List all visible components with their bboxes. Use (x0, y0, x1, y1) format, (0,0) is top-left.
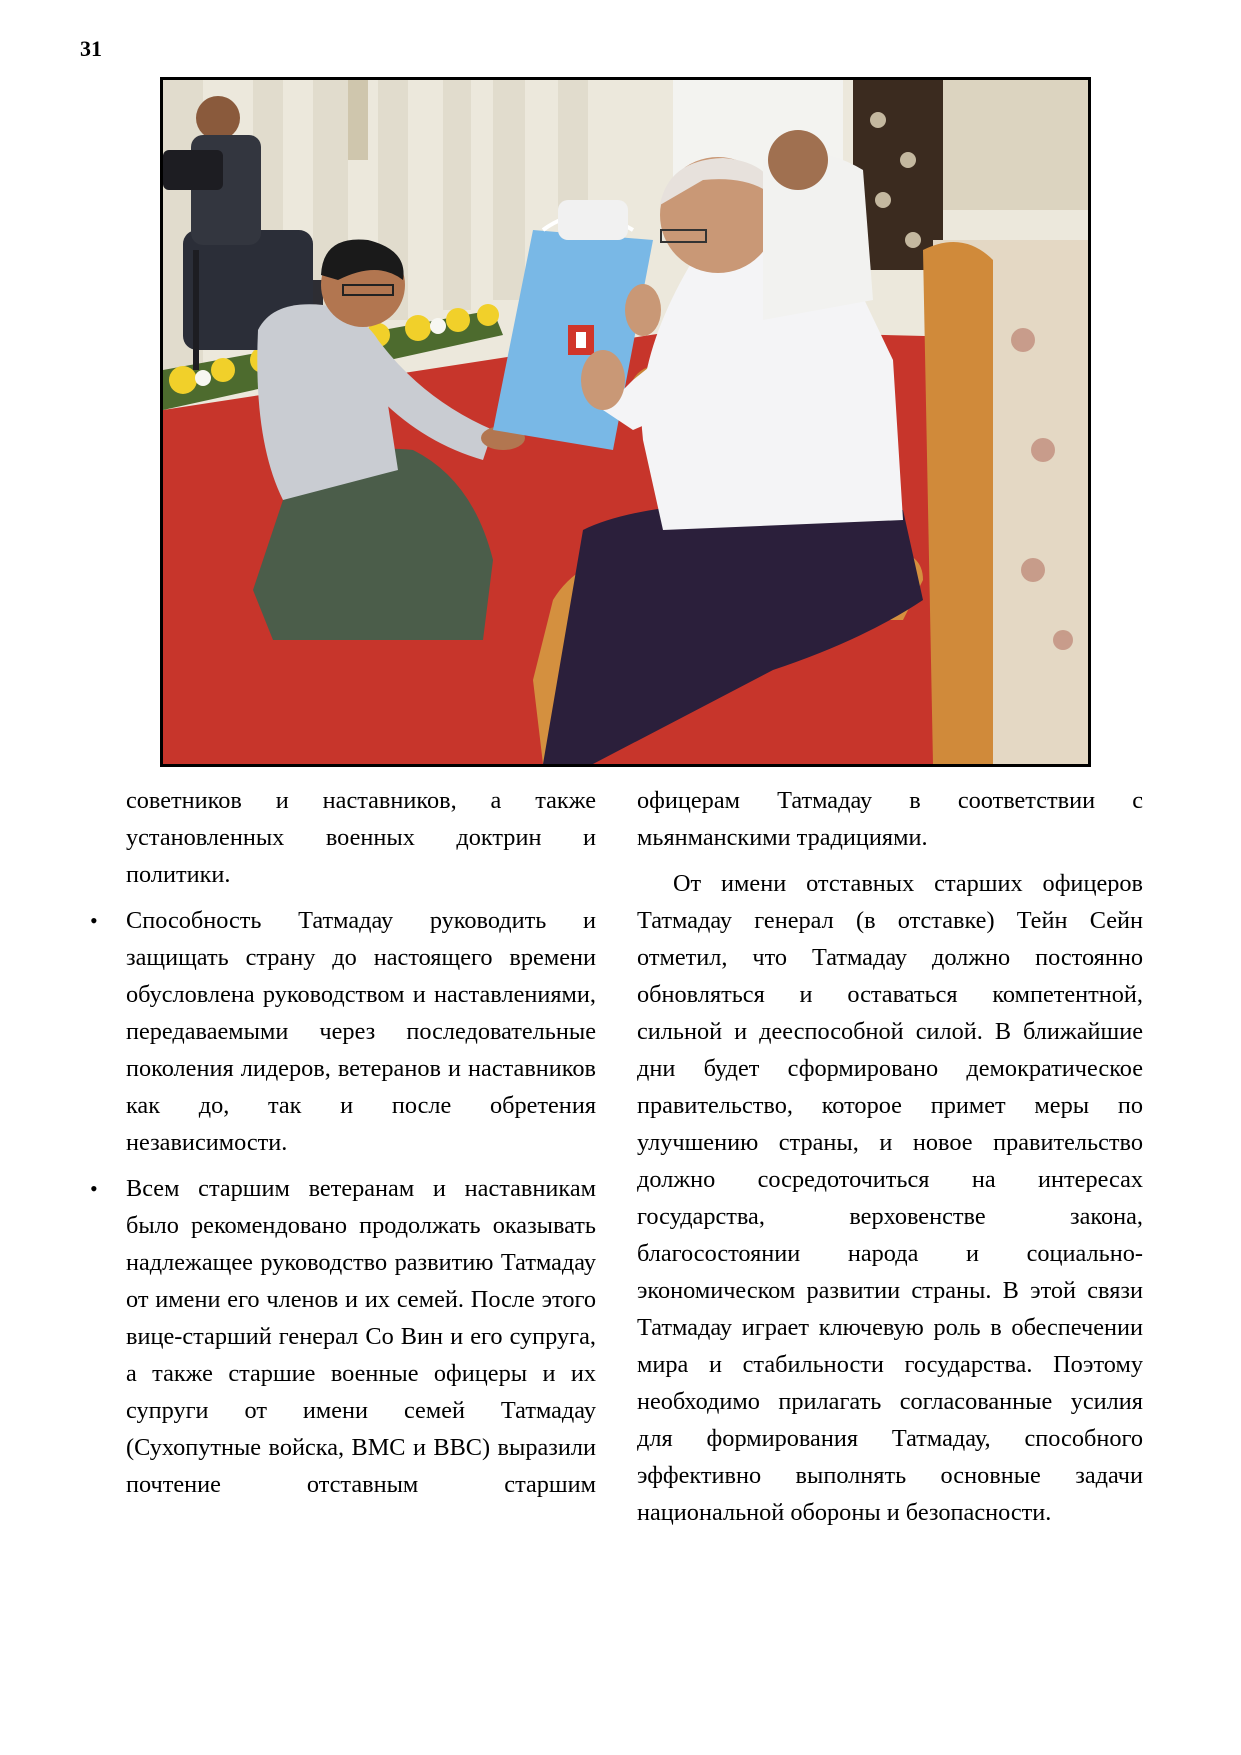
photo-illustration (163, 80, 1088, 764)
bullet-dot-icon: • (90, 1176, 98, 1201)
left-continuation: советников и наставников, а также установленных военных доктрин и политики. (126, 787, 596, 888)
left-column (90, 782, 596, 1503)
bullet-text: Способность Татмадау руководить и защищать страну до настоящего времени обусловлена руководством и наставлениями, передаваемыми через последовательные поколения лидеров, ветеранов и наставников как до, так и после обретения независимости. (126, 907, 596, 1156)
right-paragraph: От имени отставных старших офицеров Татмадау генерал (в отставке) Тейн Сейн отметил, что Татмадау должно постоянно обновляться и оставаться компетентной, сильной и дееспособной силой. В ближайшие дни будет сформировано демократическое правительство, которое примет меры по улучшению страны, и новое правительство должно сосредоточиться на интересах государства, верховенстве закона, благосостоянии народа и социально-экономическом развитии страны. В этой связи Татмадау играет ключевую роль в обеспечении мира и стабильности государства. Поэтому необходимо прилагать согласованные усилия для формирования Татмадау, способного эффективно выполнять основные задачи национальной обороны и безопасности. (637, 870, 1143, 1526)
bullet-item (90, 902, 596, 1161)
bullet-dot-icon: • (90, 908, 98, 933)
page-number: 31 (80, 36, 102, 61)
right-column (637, 782, 1143, 1531)
right-continuation: офицерам Татмадау в соответствии с мьянманскими традициями. (637, 787, 1143, 851)
ceremony-photo (160, 77, 1091, 767)
bullet-text: Всем старшим ветеранам и наставникам было рекомендовано продолжать оказывать надлежащее руководство развитию Татмадау от имени его членов и их семей. После этого вице-старший генерал Со Вин и его супруга, а также старшие военные офицеры и их супруги от имени семей Татмадау (Сухопутные войска, ВМС и ВВС) выразили почтение отставным старшим (126, 1175, 596, 1498)
bullet-item (90, 1170, 596, 1503)
